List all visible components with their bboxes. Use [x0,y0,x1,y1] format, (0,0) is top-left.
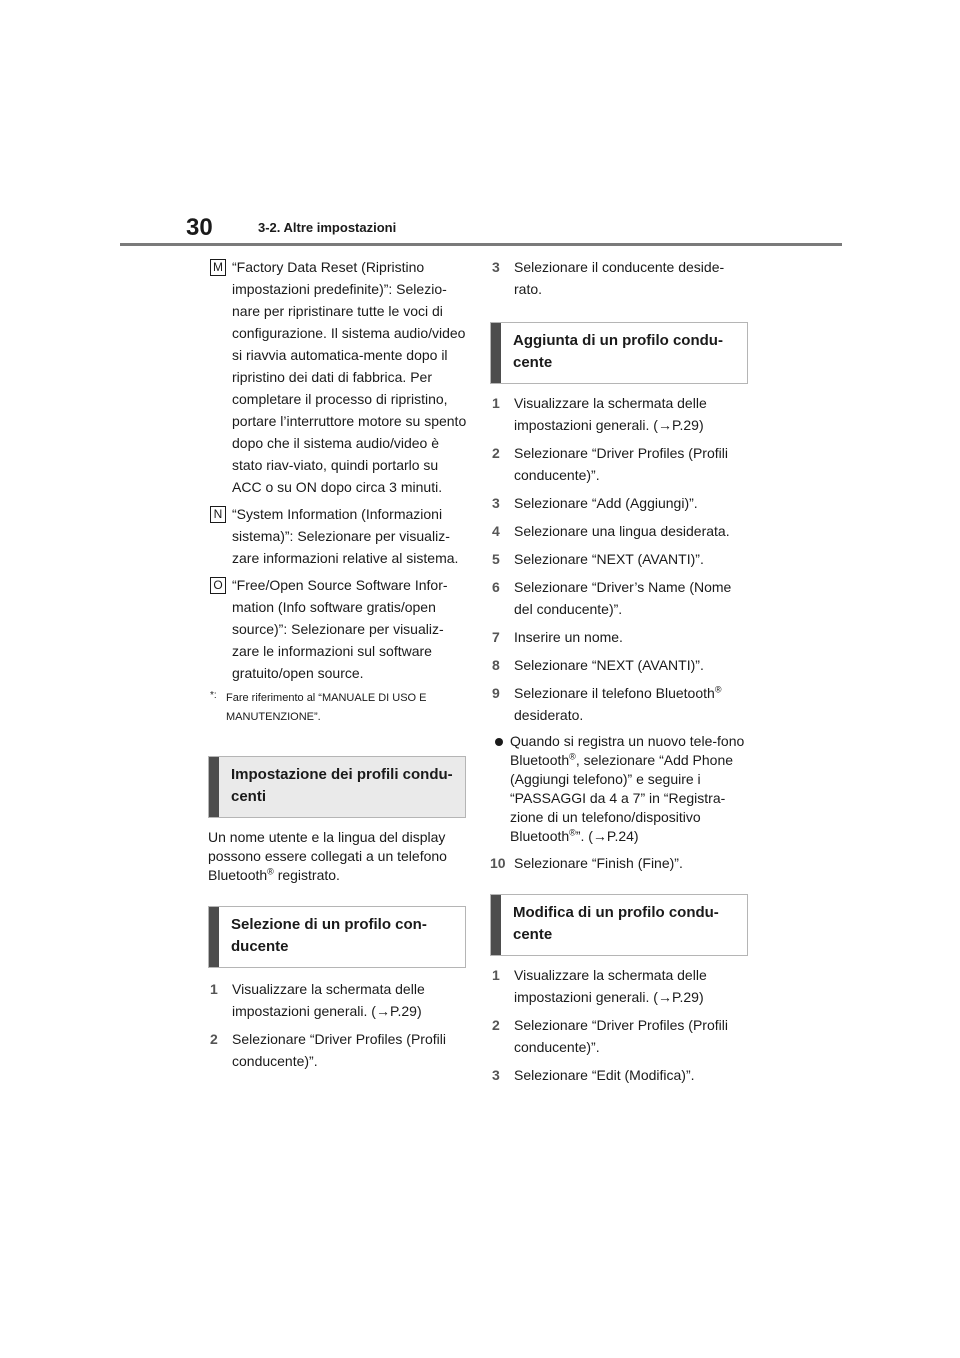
select-steps [208,978,470,1072]
step-text: Visualizzare la schermata delle impostazioni generali. (→P.29) [514,395,707,433]
intro-text-end: registrato. [273,867,340,883]
setting-item-system-information [208,503,470,569]
item-tag-o: O [210,577,226,594]
step-item [490,852,752,874]
step-number: 7 [492,629,500,645]
edit-steps [490,964,752,1086]
heading-text: Modifica di un profilo condu-cente [513,904,719,943]
bullet-text-end: ”. (→P.24) [575,828,639,844]
registered-mark: ® [569,751,576,762]
bullet-note [490,732,752,846]
heading-select-profile [208,906,466,968]
step-text-end: desiderato. [514,707,584,723]
bullet-text-middle: , selezionare “Add Phone (Aggiungi telefono)” e seguire i “PASSAGGI da 4 a 7” in “Registra-zione di un telefono/dispositivo Bluetooth [510,752,734,844]
step-item [490,520,752,542]
step-item [490,1064,752,1086]
step-text: Selezionare “Driver’s Name (Nome del conducente)”. [514,579,732,617]
header-divider [120,243,842,246]
step-text: Selezionare “Driver Profiles (Profili conducente)”. [232,1031,446,1069]
item-text: “System Information (Informazioni sistema)”: Selezionare per visualiz-zare informazioni relative al sistema. [232,506,459,566]
heading-bar [209,907,219,967]
step-text: Visualizzare la schermata delle impostazioni generali. (→P.29) [232,981,425,1019]
step-number: 2 [210,1031,218,1047]
step-item [490,256,752,300]
step-text: Selezionare “Finish (Fine)”. [514,855,683,871]
item-tag-n: N [210,506,226,523]
page-number: 30 [186,214,213,241]
step-text: Selezionare una lingua desiderata. [514,523,730,539]
step-number: 9 [492,685,500,701]
step-text: Selezionare “Driver Profiles (Profili conducente)”. [514,445,728,483]
step-item [490,626,752,648]
step-number: 2 [492,445,500,461]
step-item [208,1028,470,1072]
heading-bar [491,323,501,383]
bullet-dot-icon [495,738,503,746]
step-number: 2 [492,1017,500,1033]
step-text: Selezionare “Add (Aggiungi)”. [514,495,698,511]
step-item [490,654,752,676]
step-item [490,964,752,1008]
step-number: 3 [492,259,500,275]
right-column [490,256,752,1092]
step-item [490,548,752,570]
step-text: Selezionare il conducente deside-rato. [514,259,725,297]
step-text: Selezionare “NEXT (AVANTI)”. [514,657,704,673]
item-text: “Factory Data Reset (Ripristino impostazioni predefinite)”: Selezio-nare per ripristinare tutte le voci di configurazione. Il sistema audio/video si riavvia automatica-mente dopo il ripristino dei dati di fabbrica. Per completare il processo di ripristino, portare l’interruttore motore su spento dopo che il sistema audio/video è stato riav-viato, quindi portarlo su ACC o su ON dopo circa 3 minuti. [232,259,467,495]
footnote [208,689,470,727]
step-number: 1 [492,967,500,983]
bullet-text: Quando si registra un nuovo tele-fono Bluetooth [510,733,745,768]
item-tag-m: M [210,259,226,276]
step-number: 3 [492,495,500,511]
heading-add-profile [490,322,748,384]
intro-text: Un nome utente e la lingua del display possono essere collegati a un telefono Bluetooth [208,829,447,883]
step-item [490,392,752,436]
step-text: Visualizzare la schermata delle impostazioni generali. (→P.29) [514,967,707,1005]
add-steps [490,392,752,874]
heading-edit-profile [490,894,748,956]
registered-mark: ® [714,684,722,695]
registered-mark: ® [267,866,274,877]
step-item [490,442,752,486]
heading-text: Impostazione dei profili condu-centi [231,766,453,805]
step-item [490,1014,752,1058]
step-text: Selezionare “Driver Profiles (Profili conducente)”. [514,1017,728,1055]
left-column [208,256,470,1078]
step-number: 10 [490,855,506,871]
step-number: 5 [492,551,500,567]
step-item [208,978,470,1022]
footnote-mark: *: [210,690,217,701]
footnote-text: Fare riferimento al “MANUALE DI USO E MANUTENZIONE”. [226,692,427,723]
step-text: Selezionare “Edit (Modifica)”. [514,1067,695,1083]
heading-bar [209,757,219,817]
step-text: Inserire un nome. [514,629,623,645]
heading-driver-profile-settings [208,756,466,818]
setting-item-open-source-info [208,574,470,684]
step-item [490,576,752,620]
step-number: 6 [492,579,500,595]
setting-item-factory-reset [208,256,470,498]
section-title: 3-2. Altre impostazioni [258,220,397,235]
item-text: “Free/Open Source Software Infor-mation (Info software gratis/open source)”: Selezionare per visualiz-zare le informazioni sul software gratuito/open source. [232,577,448,681]
intro-paragraph [208,828,470,885]
step-number: 3 [492,1067,500,1083]
step-number: 1 [492,395,500,411]
heading-text: Selezione di un profilo con-ducente [231,916,427,955]
step-item [490,682,752,726]
step-text: Selezionare il telefono Bluetooth [514,685,715,701]
heading-bar [491,895,501,955]
step-item [490,492,752,514]
step-number: 1 [210,981,218,997]
step-text: Selezionare “NEXT (AVANTI)”. [514,551,704,567]
step-number: 4 [492,523,500,539]
heading-text: Aggiunta di un profilo condu-cente [513,332,723,371]
registered-mark: ® [569,827,576,838]
step-number: 8 [492,657,500,673]
